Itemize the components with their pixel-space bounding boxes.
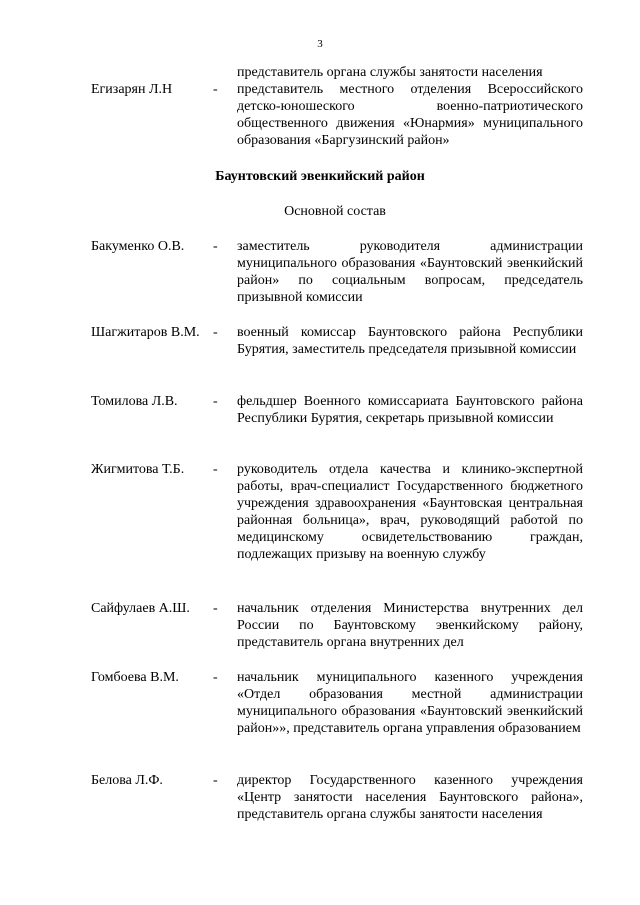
member-description: начальник отделения Министерства внутренних дел России по Баунтовскому эвенкийскому району, представитель органа внутренних дел [237, 601, 583, 650]
entry-dash: - [213, 601, 218, 616]
member-description: начальник муниципального казенного учреждения «Отдел образования местной администрации муниципального образования «Баунтовский эвенкийский район»», представитель органа управления образованием [237, 670, 583, 736]
member-name: Сайфулаев А.Ш. [91, 601, 190, 616]
continued-description: представитель органа службы занятости населения [237, 65, 543, 80]
page-number: 3 [317, 38, 323, 50]
member-description: фельдшер Военного комиссариата Баунтовского района Республики Бурятия, секретарь призывной комиссии [237, 394, 583, 426]
entry-dash: - [213, 82, 218, 97]
member-name: Бакуменко О.В. [91, 239, 185, 254]
member-name: Томилова Л.В. [91, 394, 178, 409]
member-description: руководитель отдела качества и клинико-экспертной работы, врач-специалист Государственного бюджетного учреждения здравоохранения «Баунтовская центральная районная больница», врач, руководящий работой по медицинскому освидетельствованию граждан, подлежащих призыву на военную службу [237, 462, 583, 562]
member-name: Егизарян Л.Н [91, 82, 173, 97]
member-name: Белова Л.Ф. [91, 773, 163, 788]
section-heading: Баунтовский эвенкийский район [215, 169, 425, 184]
entry-dash: - [213, 462, 218, 477]
member-name: Гомбоева В.М. [91, 670, 179, 685]
member-description: директор Государственного казенного учреждения «Центр занятости населения Баунтовского района», представитель органа службы занятости населения [237, 773, 583, 822]
member-description: военный комиссар Баунтовского района Республики Бурятия, заместитель председателя призывной комиссии [237, 325, 583, 357]
entry-dash: - [213, 325, 218, 340]
member-description: представитель местного отделения Всероссийского детско-юношеского военно-патриотического общественного движения «Юнармия» муниципального образования «Баргузинский район» [237, 82, 583, 148]
entry-dash: - [213, 670, 218, 685]
member-name: Жигмитова Т.Б. [91, 462, 185, 477]
member-name: Шагжитаров В.М. [91, 325, 200, 340]
entry-dash: - [213, 239, 218, 254]
entry-dash: - [213, 394, 218, 409]
section-subheading: Основной состав [284, 204, 386, 219]
member-description: заместитель руководителя администрации муниципального образования «Баунтовский эвенкийский район» по социальным вопросам, председатель призывной комиссии [237, 239, 583, 305]
entry-dash: - [213, 773, 218, 788]
